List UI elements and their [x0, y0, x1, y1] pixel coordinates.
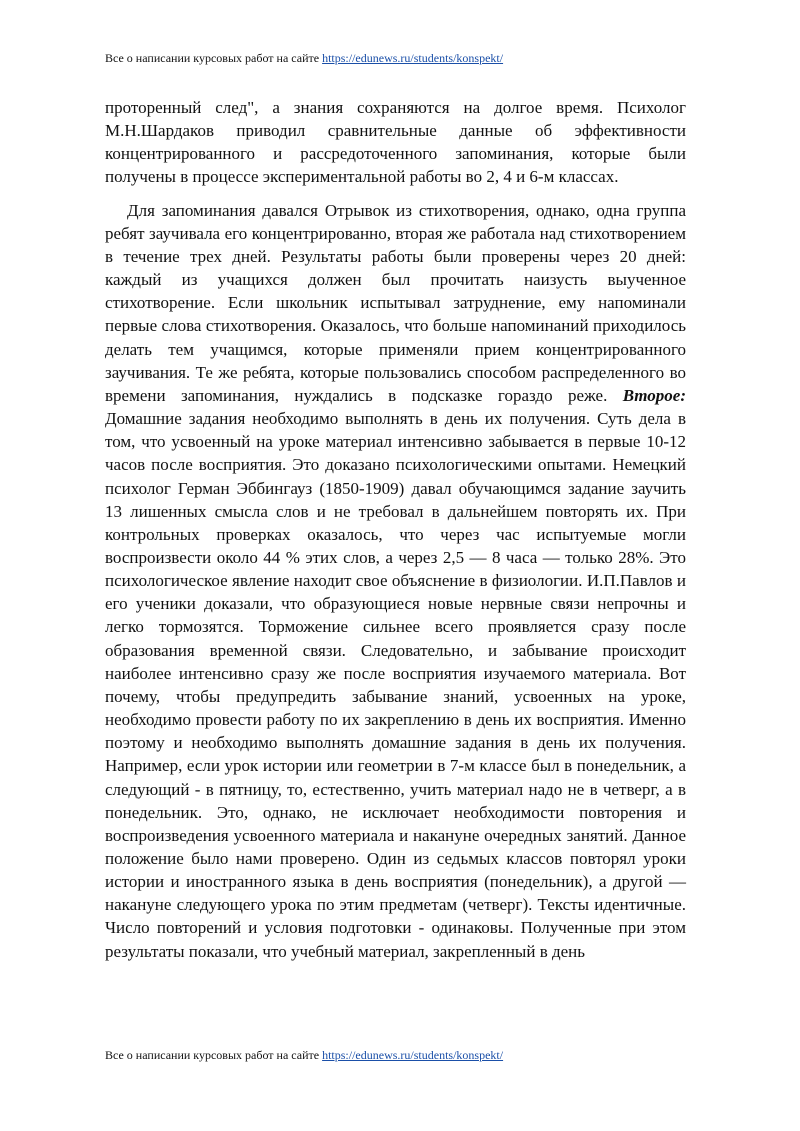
body-text [105, 96, 686, 963]
page-footer [105, 1048, 503, 1062]
paragraph-2-part-2: Домашние задания необходимо выполнять в день их получения. Суть дела в том, что усвоенный на уроке материал интенсивно забывается в первые 10-12 часов после восприятия. Это доказано психологическими опытами. Немецкий психолог Герман Эббингауз (1850-1909) давал обучающимся задание заучить 13 лишенных смысла слов и не требовал в дальнейшем повторять их. При контрольных проверках оказалось, что через час испытуемые могли воспроизвести около 44 % этих слов, а через 2,5 — 8 часа — только 28%. Это психологическое явление находит свое объяснение в физиологии. И.П.Павлов и его ученики доказали, что образующиеся новые нервные связи непрочны и легко тормозятся. Торможение сильнее всего проявляется сразу после образования временной связи. Следовательно, и забывание происходит наиболее интенсивно сразу же после восприятия изучаемого материала. Вот почему, чтобы предупредить забывание знаний, усвоенных на уроке, необходимо провести работу по их закреплению в день их восприятия. Именно поэтому и необходимо выполнять домашние задания в день их получения. Например, если урок истории или геометрии в 7-м классе был в понедельник, а следующий - в пятницу, то, естественно, учить материал надо не в четверг, а в понедельник. Это, однако, не исключает необходимости повторения и воспроизведения усвоенного материала и накануне очередных занятий. Данное положение было нами проверено. Один из седьмых классов повторял уроки истории и иностранного языка в день восприятия (понедельник), а другой — накануне следующего урока по этим предметам (четверг). Тексты идентичные. Число повторений и условия подготовки - одинаковы. Полученные при этом результаты показали, что учебный материал, закрепленный в день [105, 409, 686, 961]
paragraph-2-part-1: Для запоминания давался Отрывок из стихотворения, однако, одна группа ребят заучивала его концентрированно, вторая же работала над стихотворением в течение трех дней. Результаты работы были проверены через 20 дней: каждый из учащихся должен был прочитать наизусть выученное стихотворение. Если школьник испытывал затруднение, ему напоминали первые слова стихотворения. Оказалось, что больше напоминаний приходилось делать тем учащимся, которые применяли прием концентрированного заучивания. Те же ребята, которые пользовались способом распределенного во времени запоминания, нуждались в подсказке гораздо реже. [105, 200, 686, 405]
paragraph-2 [105, 199, 686, 963]
header-link[interactable]: https://edunews.ru/students/konspekt/ [322, 51, 504, 65]
header-text: Все о написании курсовых работ на сайте [105, 51, 323, 65]
footer-text: Все о написании курсовых работ на сайте [105, 1048, 323, 1062]
footer-link[interactable]: https://edunews.ru/students/konspekt/ [322, 1048, 504, 1062]
paragraph-1: проторенный след", а знания сохраняются на долгое время. Психолог М.Н.Шардаков приводил сравнительные данные об эффективности концентрированного и рассредоточенного запоминания, которые были получены в процессе экспериментальной работы во 2, 4 и 6-м классах. [105, 98, 686, 187]
emphasis-second: Второе: [622, 385, 686, 405]
page-header [105, 51, 503, 65]
